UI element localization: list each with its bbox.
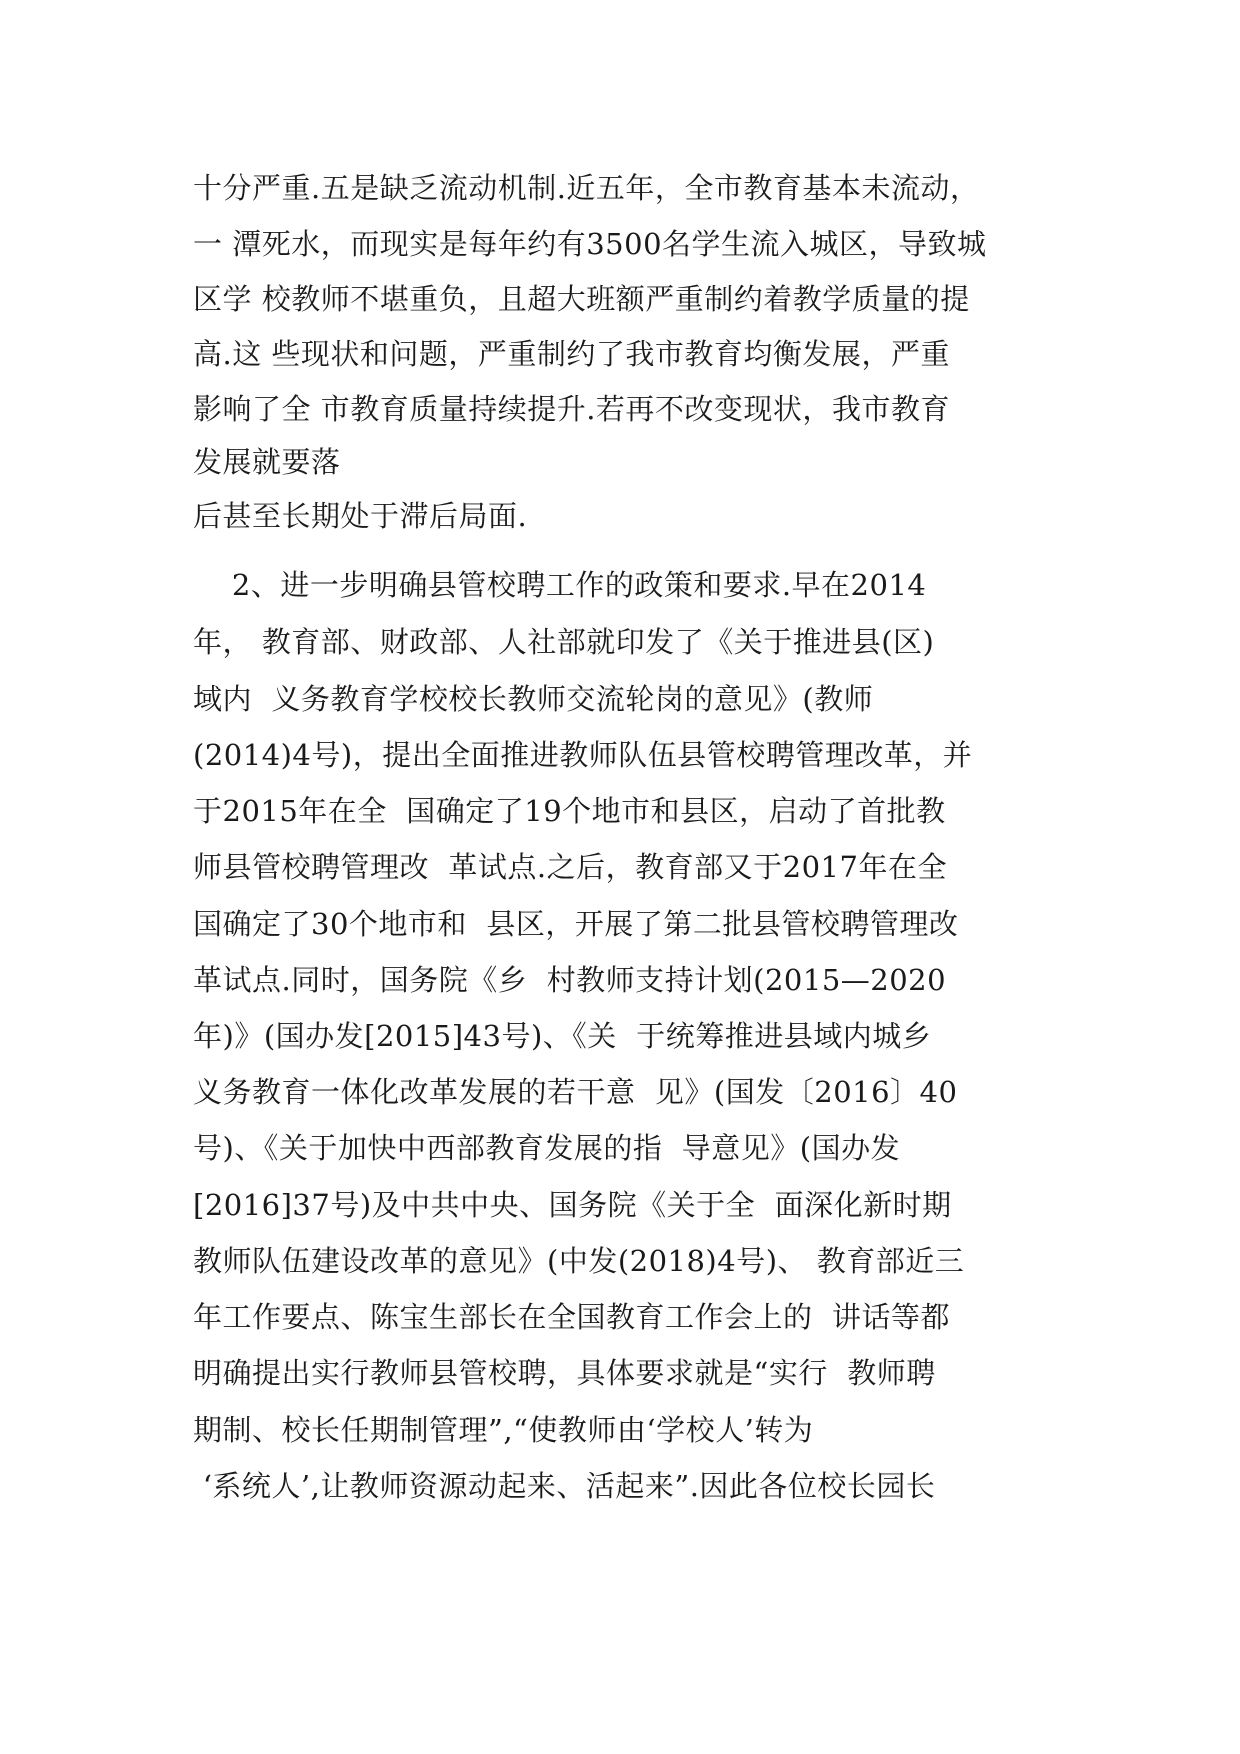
text-line: ‘系统人’,让教师资源动起来、活起来”.因此各位校长园长 — [193, 1469, 936, 1503]
text-line: 一 潭死水，而现实是每年约有3500名学生流入城区，导致城 — [193, 227, 987, 261]
text-line: 革试点.同时，国务院《乡 村教师支持计划(2015—2020 — [193, 963, 947, 997]
text-line: 师县管校聘管理改 革试点.之后，教育部又于2017年在全 — [193, 850, 947, 884]
text-line: 域内 义务教育学校校长教师交流轮岗的意见》(教师 — [193, 682, 874, 716]
text-line: 教师队伍建设改革的意见》(中发(2018)4号)、 教育部近三 — [193, 1244, 965, 1278]
text-line: 年工作要点、陈宝生部长在全国教育工作会上的 讲话等都 — [193, 1300, 950, 1334]
text-line: 期制、校长任期制管理”,“使教师由‘学校人’转为 — [193, 1413, 814, 1447]
text-line: 高.这 些现状和问题，严重制约了我市教育均衡发展，严重 — [193, 337, 950, 371]
text-line: 年， 教育部、财政部、人社部就印发了《关于推进县(区) — [193, 625, 935, 659]
text-line: 后甚至长期处于滞后局面. — [193, 499, 528, 533]
text-line: [2016]37号)及中共中央、国务院《关于全 面深化新时期 — [193, 1188, 952, 1222]
text-line: 年)》(国办发[2015]43号)、《关 于统筹推进县域内城乡 — [193, 1019, 932, 1053]
text-line: 国确定了30个地市和 县区，开展了第二批县管校聘管理改 — [193, 907, 959, 941]
paragraph-start-line: 2、进一步明确县管校聘工作的政策和要求.早在2014 — [193, 568, 927, 602]
text-line: (2014)4号)，提出全面推进教师队伍县管校聘管理改革，并 — [193, 738, 973, 772]
text-line: 号)、《关于加快中西部教育发展的指 导意见》(国办发 — [193, 1131, 901, 1165]
text-line: 区学 校教师不堪重负，且超大班额严重制约着教学质量的提 — [193, 282, 970, 316]
text-line: 影响了全 市教育质量持续提升.若再不改变现状，我市教育 — [193, 392, 950, 426]
text-line: 发展就要落 — [193, 445, 341, 479]
text-line: 于2015年在全 国确定了19个地市和县区，启动了首批教 — [193, 794, 946, 828]
text-line: 义务教育一体化改革发展的若干意 见》(国发〔2016〕40 — [193, 1075, 958, 1109]
text-line: 十分严重.五是缺乏流动机制.近五年，全市教育基本未流动， — [193, 171, 980, 205]
text-line: 明确提出实行教师县管校聘，具体要求就是“实行 教师聘 — [193, 1356, 936, 1390]
